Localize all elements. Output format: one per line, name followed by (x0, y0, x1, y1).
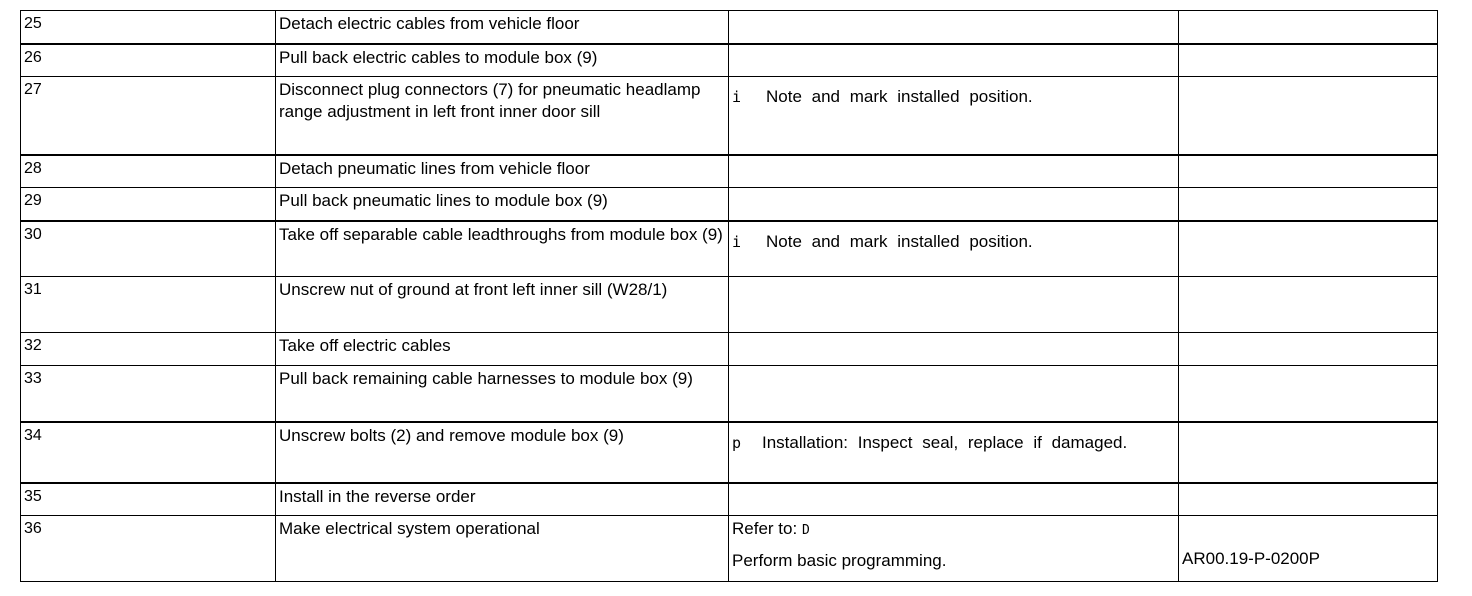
note-text: Installation: Inspect seal, replace if damaged. (762, 432, 1128, 452)
step-number: 34 (21, 422, 276, 483)
table-row (21, 483, 1438, 516)
step-reference (1179, 44, 1438, 77)
step-note (729, 277, 1179, 333)
step-number: 30 (21, 221, 276, 277)
step-text: Pull back electric cables to module box (9) (276, 44, 729, 77)
note-text: Note and mark installed position. (766, 87, 1033, 106)
step-text: Disconnect plug connectors (7) for pneumatic headlamp range adjustment in left front inner door sill (276, 77, 729, 155)
step-number: 33 (21, 366, 276, 422)
step-note (729, 516, 1179, 582)
table-row (21, 516, 1438, 582)
step-reference (1179, 77, 1438, 155)
step-number: 32 (21, 333, 276, 366)
step-text: Unscrew nut of ground at front left inner sill (W28/1) (276, 277, 729, 333)
note-text: Perform basic programming. (732, 551, 947, 570)
step-note (729, 77, 1179, 155)
step-reference (1179, 221, 1438, 277)
step-note (729, 188, 1179, 221)
table-row (21, 44, 1438, 77)
installation-icon: p (732, 433, 742, 452)
note-text: Note and mark installed position. (766, 231, 1033, 251)
step-reference (1179, 483, 1438, 516)
table-row (21, 77, 1438, 155)
refer-label: Refer to: (732, 519, 798, 538)
step-reference (1179, 188, 1438, 221)
table-row (21, 155, 1438, 188)
step-text: Install in the reverse order (276, 483, 729, 516)
procedure-table (20, 10, 1438, 582)
table-row (21, 11, 1438, 44)
step-reference (1179, 422, 1438, 483)
step-number: 29 (21, 188, 276, 221)
table-row (21, 333, 1438, 366)
step-note (729, 155, 1179, 188)
table-row (21, 221, 1438, 277)
step-note (729, 44, 1179, 77)
info-icon: i (732, 232, 742, 251)
step-note (729, 422, 1179, 483)
document-link-icon: D (801, 523, 810, 538)
step-number: 31 (21, 277, 276, 333)
info-icon: i (732, 88, 742, 106)
step-number: 27 (21, 77, 276, 155)
step-note (729, 333, 1179, 366)
step-reference (1179, 516, 1438, 582)
step-text: Take off separable cable leadthroughs from module box (9) (276, 221, 729, 277)
step-text: Pull back pneumatic lines to module box (9) (276, 188, 729, 221)
step-reference (1179, 277, 1438, 333)
step-note (729, 11, 1179, 44)
step-reference (1179, 11, 1438, 44)
step-note (729, 221, 1179, 277)
step-reference (1179, 155, 1438, 188)
step-text: Unscrew bolts (2) and remove module box (9) (276, 422, 729, 483)
step-number: 26 (21, 44, 276, 77)
step-number: 25 (21, 11, 276, 44)
table-row (21, 422, 1438, 483)
step-reference (1179, 333, 1438, 366)
step-number: 35 (21, 483, 276, 516)
table-row (21, 188, 1438, 221)
reference-code-link[interactable]: AR00.19-P-0200P (1182, 549, 1320, 568)
step-number: 28 (21, 155, 276, 188)
step-number: 36 (21, 516, 276, 582)
step-text: Detach pneumatic lines from vehicle floor (276, 155, 729, 188)
step-text: Detach electric cables from vehicle floor (276, 11, 729, 44)
table-row (21, 277, 1438, 333)
step-text: Make electrical system operational (276, 516, 729, 582)
step-text: Pull back remaining cable harnesses to module box (9) (276, 366, 729, 422)
step-note (729, 366, 1179, 422)
table-row (21, 366, 1438, 422)
step-text: Take off electric cables (276, 333, 729, 366)
step-note (729, 483, 1179, 516)
step-reference (1179, 366, 1438, 422)
